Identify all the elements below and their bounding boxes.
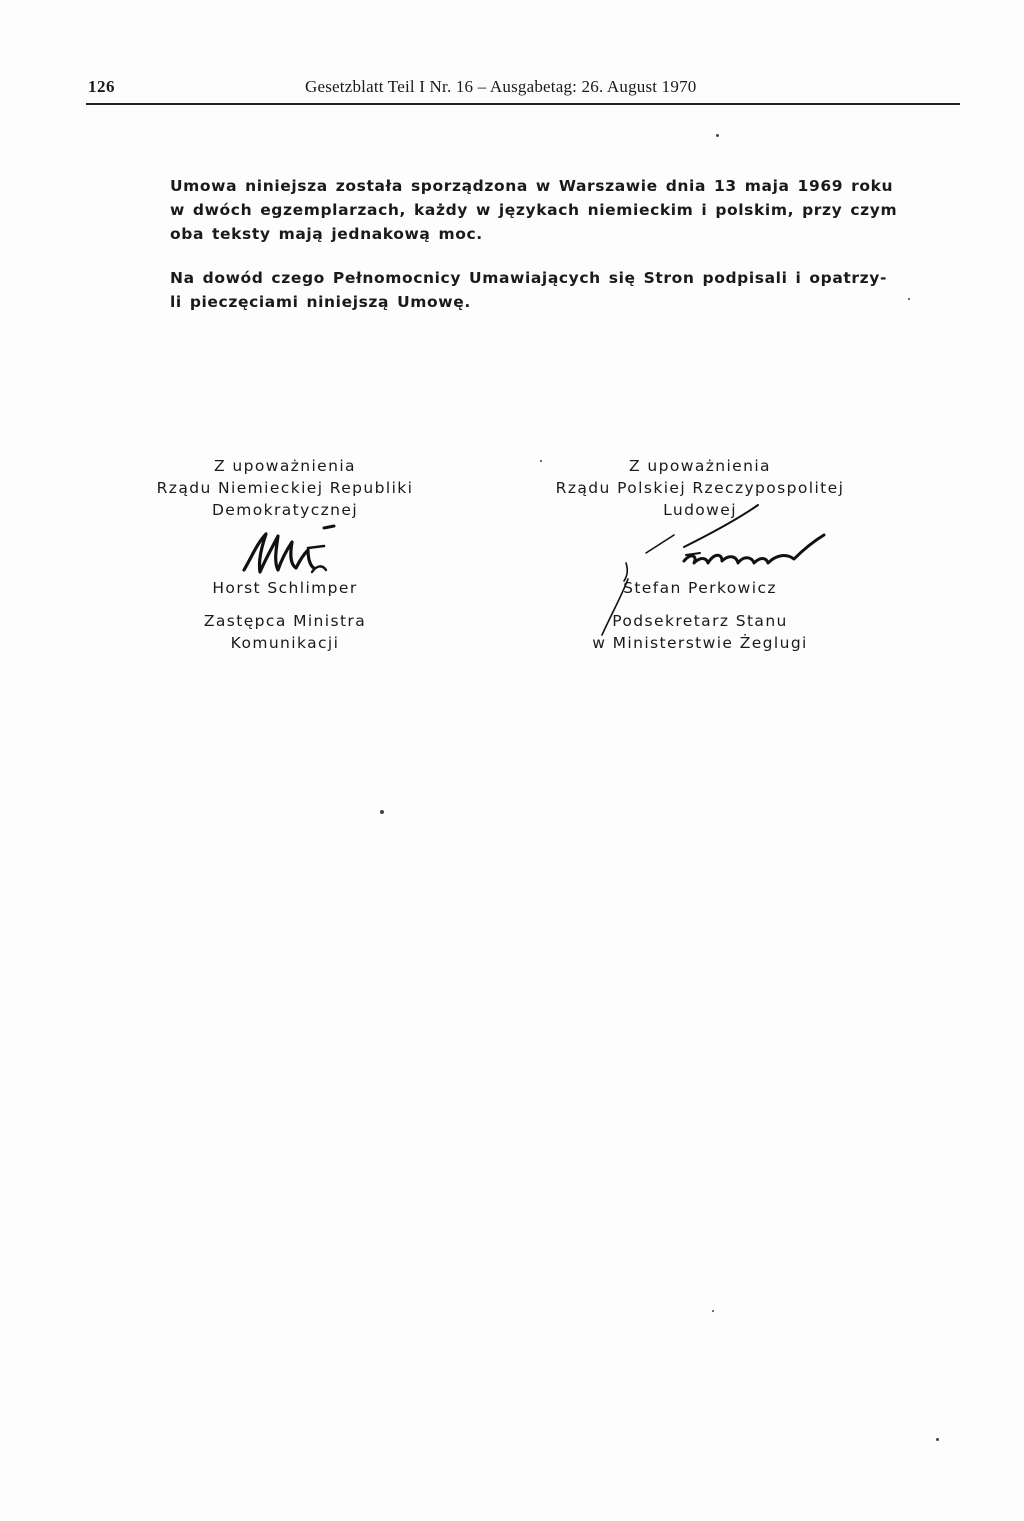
authority-line: Z upoważnienia	[214, 457, 356, 475]
authority-line: Demokratycznej	[211, 501, 359, 519]
title-line: Zastępca Ministra	[203, 612, 367, 630]
paragraph-line: Umowa niniejsza została sporządzona w Warszawie dnia 13 maja 1969 roku	[170, 177, 894, 195]
scan-speck	[540, 460, 542, 462]
running-head: Gesetzblatt Teil I Nr. 16 – Ausgabetag: 26. August 1970	[305, 77, 697, 96]
scan-speck	[380, 810, 384, 814]
paragraph-line: w dwóch egzemplarzach, każdy w językach niemieckim i polskim, przy czym	[170, 201, 898, 219]
authority-line: Rządu Polskiej Rzeczypospolitej	[555, 479, 845, 497]
paragraph-line: Na dowód czego Pełnomocnicy Umawiających się Stron podpisali i opatrzy-	[170, 269, 888, 287]
header-rule	[86, 103, 960, 105]
title-line: Podsekretarz Stanu	[612, 612, 788, 630]
authority-line: Rządu Niemieckiej Republiki	[156, 479, 414, 497]
signature-authority-left	[120, 455, 450, 521]
title-line: w Ministerstwie Żeglugi	[592, 634, 808, 652]
paragraph-line: li pieczęciami niniejszą Umowę.	[170, 293, 471, 311]
signatory-name: Horst Schlimper	[212, 579, 358, 597]
authority-line: Z upoważnienia	[629, 457, 771, 475]
signatory-name: Stefan Perkowicz	[623, 579, 777, 597]
signatory-name-left	[120, 577, 450, 599]
scan-speck	[936, 1438, 939, 1441]
signatory-title-left	[120, 610, 450, 654]
authority-line: Ludowej	[663, 501, 737, 519]
closing-paragraph	[170, 174, 900, 246]
signatory-title-right	[520, 610, 880, 654]
title-line: Komunikacji	[230, 634, 340, 652]
page-number: 126	[88, 77, 115, 96]
attestation-paragraph	[170, 266, 900, 314]
handwritten-signature-left	[238, 520, 348, 580]
paragraph-line: oba teksty mają jednakową moc.	[170, 225, 483, 243]
scan-speck	[908, 298, 910, 300]
signatory-name-right	[520, 577, 880, 599]
scan-speck	[716, 134, 719, 137]
scan-speck	[712, 1310, 714, 1312]
